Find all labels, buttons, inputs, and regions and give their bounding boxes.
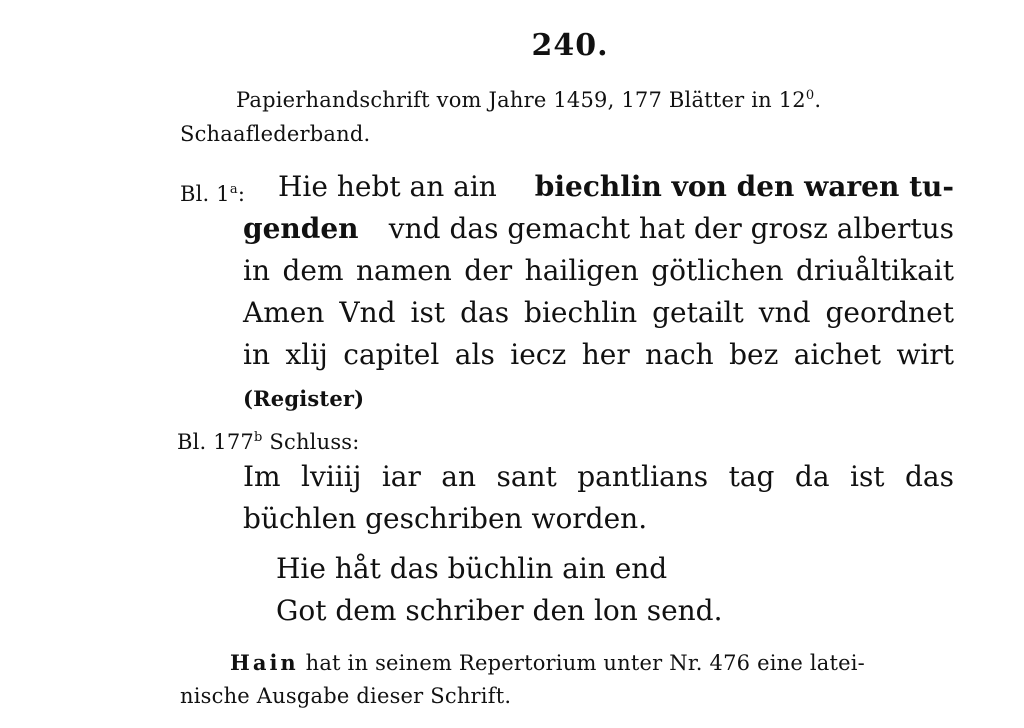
explicit-line-2: büchlen geschriben worden.: [243, 502, 648, 535]
hain-note-line-2: nische Ausgabe dieser Schrift.: [180, 684, 512, 708]
incipit-folio-reference: [180, 182, 245, 206]
hain-note-text: hat in seinem Repertorium unter Nr. 476 eine latei-: [305, 651, 865, 675]
register-note: (Register): [243, 386, 365, 411]
hain-name: Hain: [230, 650, 299, 675]
incipit-line-5: in xlij capitel als iecz her nach bez aichet wirt: [243, 338, 954, 371]
incipit-title-part-2: genden: [243, 212, 359, 245]
explicit-line-1: Im lviiij iar an sant pantlians tag da ist das: [243, 460, 954, 493]
incipit-line-4: Amen Vnd ist das biechlin getailt vnd geordnet: [243, 296, 954, 329]
colophon-verse-1: Hie håt das büchlin ain end: [276, 552, 668, 585]
explicit-folio-reference: [177, 430, 360, 454]
format-superscript: 0: [805, 88, 815, 103]
incipit-folio-superscript: a: [229, 182, 238, 197]
binding-description: Schaaflederband.: [180, 122, 371, 146]
explicit-folio: Bl. 177: [177, 430, 254, 454]
hain-note-line-1: [230, 650, 865, 675]
incipit-line-2: [243, 212, 954, 245]
explicit-label: Schluss:: [269, 430, 360, 454]
format-period: .: [814, 88, 822, 112]
incipit-folio: Bl. 1: [180, 182, 230, 206]
incipit-line-3: in dem namen der hailigen götlichen driuåltikait: [243, 254, 954, 287]
page-number: 240.: [531, 28, 609, 63]
incipit-line-1-lead: Hie hebt an ain: [278, 170, 497, 203]
manuscript-description-line-1: [236, 88, 821, 112]
explicit-folio-superscript: b: [253, 430, 263, 445]
incipit-line-2-rest: vnd das gemacht hat der grosz albertus: [388, 212, 954, 245]
colophon-verse-2: Got dem schriber den lon send.: [276, 594, 723, 627]
incipit-title-part-1: biechlin von den waren tu-: [534, 170, 954, 203]
incipit-line-1: [278, 170, 954, 203]
manuscript-description-text: Papierhandschrift vom Jahre 1459, 177 Blätter in 12: [236, 88, 806, 112]
incipit-colon: :: [237, 182, 246, 206]
